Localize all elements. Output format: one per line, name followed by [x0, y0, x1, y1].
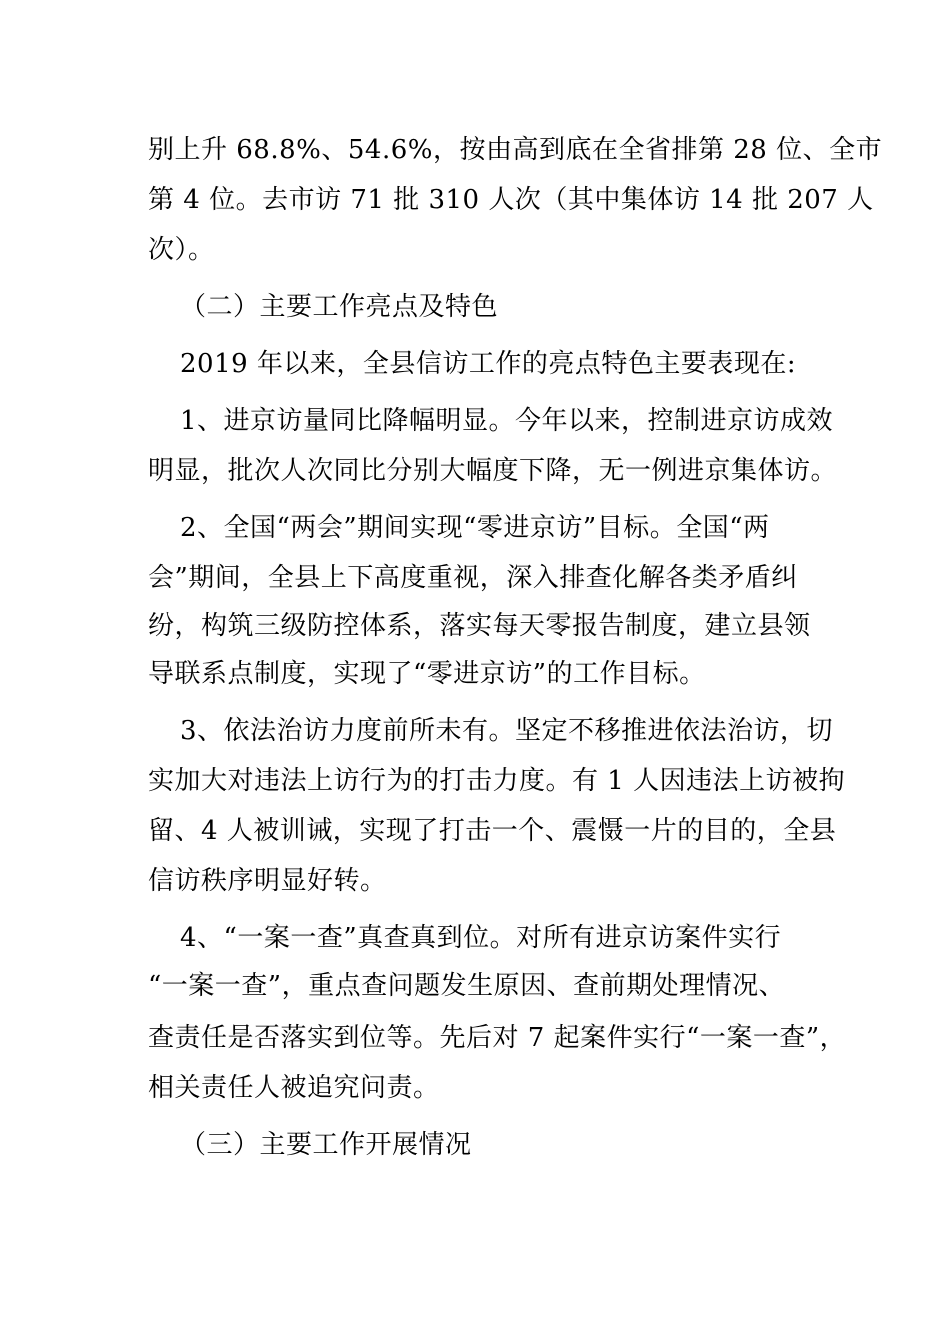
paragraph-line: 查责任是否落实到位等。先后对 7 起案件实行“一案一查”，: [148, 1023, 847, 1053]
paragraph-line: 第 4 位。去市访 71 批 310 人次（其中集体访 14 批 207 人: [148, 185, 874, 215]
paragraph-line: 纷，构筑三级防控体系，落实每天零报告制度，建立县领: [148, 611, 811, 641]
paragraph-line: 信访秩序明显好转。: [148, 866, 387, 896]
paragraph-line: 4、“一案一查”真查真到位。对所有进京访案件实行: [180, 923, 782, 953]
paragraph-line: 3、依法治访力度前所未有。坚定不移推进依法治访，切: [180, 716, 834, 746]
paragraph-line: 会”期间，全县上下高度重视，深入排查化解各类矛盾纠: [148, 563, 798, 593]
section-heading: （三）主要工作开展情况: [180, 1130, 472, 1160]
paragraph-line: 相关责任人被追究问责。: [148, 1073, 440, 1103]
paragraph-line: 别上升 68.8%、54.6%，按由高到底在全省排第 28 位、全市: [148, 135, 883, 165]
paragraph-line: 导联系点制度，实现了“零进京访”的工作目标。: [148, 659, 706, 689]
paragraph-line: 2019 年以来，全县信访工作的亮点特色主要表现在:: [180, 349, 797, 379]
paragraph-line: “一案一查”，重点查问题发生原因、查前期处理情况、: [148, 971, 786, 1001]
section-heading: （二）主要工作亮点及特色: [180, 292, 499, 322]
paragraph-line: 留、4 人被训诫，实现了打击一个、震慑一片的目的，全县: [148, 816, 837, 846]
paragraph-line: 1、进京访量同比降幅明显。今年以来，控制进京访成效: [180, 406, 834, 436]
paragraph-line: 明显，批次人次同比分别大幅度下降，无一例进京集体访。: [148, 456, 838, 486]
paragraph-line: 次）。: [148, 235, 215, 265]
paragraph-line: 2、全国“两会”期间实现“零进京访”目标。全国“两: [180, 513, 770, 543]
paragraph-line: 实加大对违法上访行为的打击力度。有 1 人因违法上访被拘: [148, 766, 846, 796]
